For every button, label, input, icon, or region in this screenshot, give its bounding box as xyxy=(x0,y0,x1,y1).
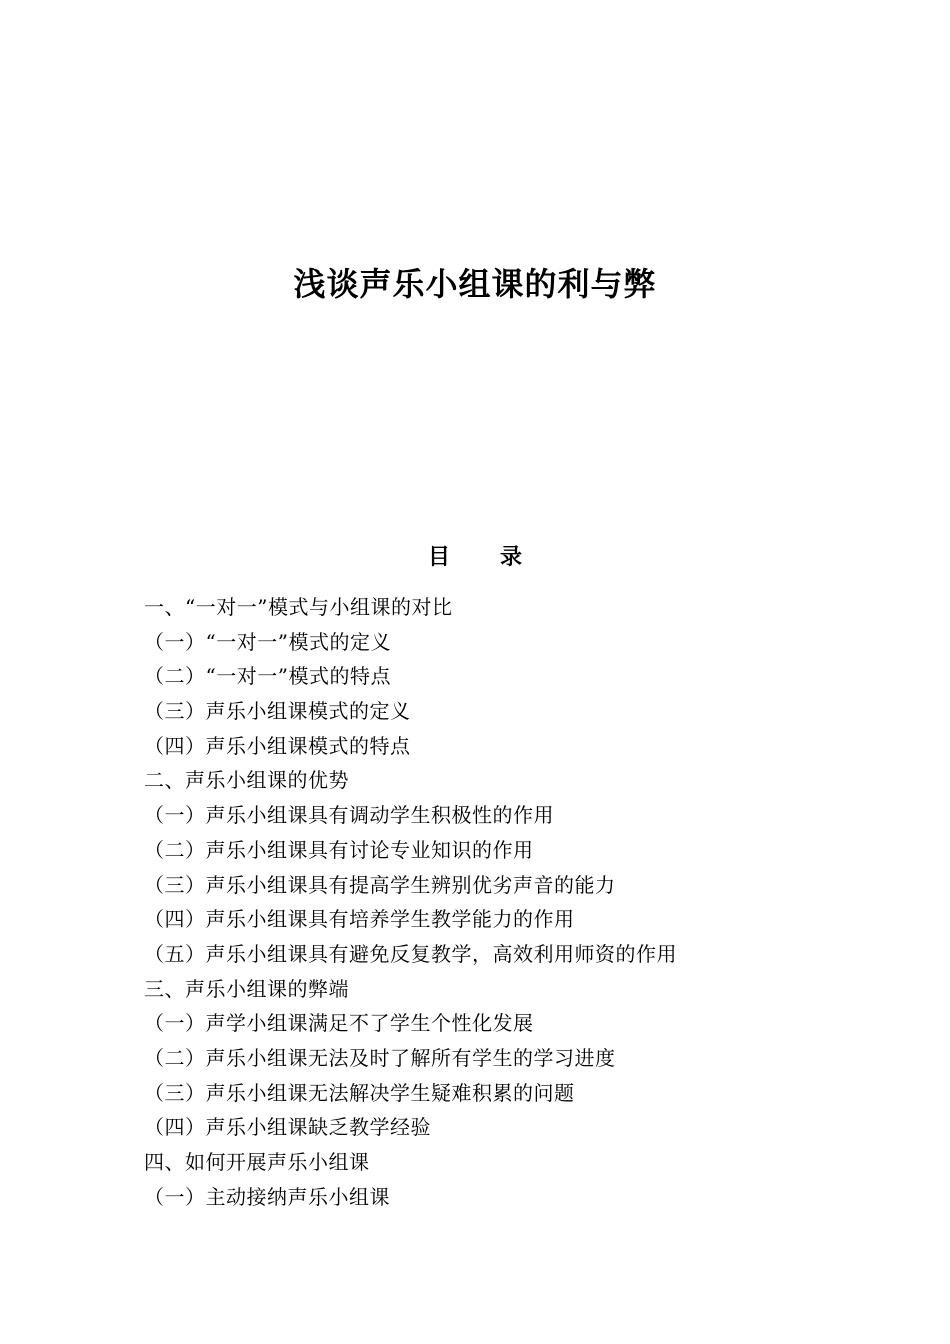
toc-entry[interactable]: 二、声乐小组课的优势 xyxy=(144,768,349,793)
toc-heading-char-1: 目 xyxy=(427,545,450,570)
toc-heading xyxy=(0,542,950,574)
toc-entry[interactable]: （二）声乐小组课具有讨论专业知识的作用 xyxy=(144,837,534,862)
toc-entry[interactable]: （一）声学小组课满足不了学生个性化发展 xyxy=(144,1011,534,1036)
toc-entry[interactable]: （一）声乐小组课具有调动学生积极性的作用 xyxy=(144,803,554,828)
toc-entry[interactable]: （四）声乐小组课缺乏教学经验 xyxy=(144,1115,431,1140)
toc-entry[interactable]: 三、声乐小组课的弊端 xyxy=(144,976,349,1001)
toc-entry[interactable]: 一、“一对一”模式与小组课的对比 xyxy=(144,595,453,619)
toc-entry[interactable]: （二）声乐小组课无法及时了解所有学生的学习进度 xyxy=(144,1045,616,1070)
document-title: 浅谈声乐小组课的利与弊 xyxy=(293,265,657,303)
toc-entry[interactable]: （二）“一对一”模式的特点 xyxy=(144,664,391,689)
toc-entry[interactable]: （三）声乐小组课模式的定义 xyxy=(144,699,411,724)
toc-entry[interactable]: （三）声乐小组课具有提高学生辨别优劣声音的能力 xyxy=(144,872,616,897)
table-of-contents xyxy=(144,590,864,1214)
toc-entry[interactable]: （一）主动接纳声乐小组课 xyxy=(144,1184,390,1209)
toc-entry[interactable]: （一）“一对一”模式的定义 xyxy=(144,629,391,654)
toc-heading-char-2: 录 xyxy=(500,545,523,570)
toc-entry[interactable]: （四）声乐小组课具有培养学生教学能力的作用 xyxy=(144,907,575,932)
toc-entry[interactable]: （三）声乐小组课无法解决学生疑难积累的问题 xyxy=(144,1080,575,1105)
toc-entry[interactable]: （四）声乐小组课模式的特点 xyxy=(144,733,411,758)
toc-entry[interactable]: （五）声乐小组课具有避免反复教学，高效利用师资的作用 xyxy=(144,941,677,966)
toc-entry[interactable]: 四、如何开展声乐小组课 xyxy=(144,1150,370,1174)
